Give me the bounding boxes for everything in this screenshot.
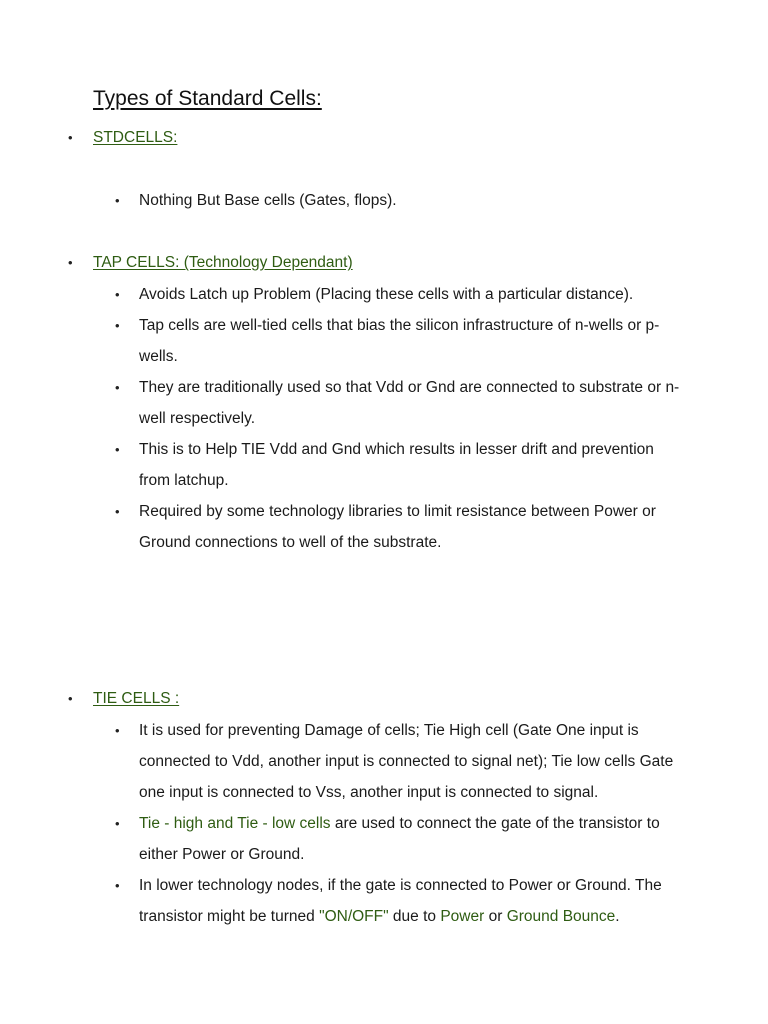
bullet: • [115, 504, 120, 519]
tie-cells-label: TIE CELLS : [93, 690, 180, 707]
ground-bounce-highlight: Ground Bounce [506, 908, 616, 925]
bullet: • [68, 255, 73, 270]
bullet: • [68, 130, 73, 145]
bullet: • [115, 442, 120, 457]
bullet: • [115, 723, 120, 738]
list-item: • It is used for preventing Damage of cells; Tie High cell (Gate One input is connected to Vdd, another input is connected to signal net); Tie low cells Gate one input is connected to Vss, another input is connected to signal. [115, 715, 685, 808]
list-item: • Required by some technology libraries to limit resistance between Power or Ground connections to well of the substrate. [115, 496, 685, 558]
bullet: • [68, 691, 73, 706]
stdcells-label: STDCELLS: [93, 129, 178, 146]
tap-cells-label: TAP CELLS: (Technology Dependant) [93, 254, 353, 271]
bullet: • [115, 816, 120, 831]
tap-cells-list [115, 279, 685, 558]
bullet: • [115, 878, 120, 893]
list-item: • Tie - high and Tie - low cells are used to connect the gate of the transistor to either Power or Ground. [115, 808, 685, 870]
list-item: • This is to Help TIE Vdd and Gnd which results in lesser drift and prevention from latchup. [115, 434, 685, 496]
list-item: • In lower technology nodes, if the gate is connected to Power or Ground. The transistor might be turned "ON/OFF" due to Power or Ground Bounce. [115, 870, 685, 932]
bullet: • [115, 287, 120, 302]
list-item: • Tap cells are well-tied cells that bias the silicon infrastructure of n-wells or p-wells. [115, 310, 685, 372]
tie-cells-list [115, 715, 685, 932]
section-tie-cells-heading [68, 688, 179, 710]
page-title: Types of Standard Cells: [93, 87, 322, 110]
stdcells-list [115, 185, 685, 216]
bullet: • [115, 193, 120, 208]
tie-high-low-highlight: Tie - high and Tie - low cells [139, 815, 331, 832]
section-stdcells-heading [68, 127, 177, 149]
bullet: • [115, 380, 120, 395]
bullet: • [115, 318, 120, 333]
section-tap-cells-heading [68, 252, 353, 274]
list-item: • Nothing But Base cells (Gates, flops). [115, 185, 685, 216]
power-highlight: Power [440, 908, 485, 925]
list-item: • They are traditionally used so that Vdd or Gnd are connected to substrate or n-well respectively. [115, 372, 685, 434]
list-item: • Avoids Latch up Problem (Placing these cells with a particular distance). [115, 279, 685, 310]
on-off-highlight: "ON/OFF" [319, 908, 389, 925]
